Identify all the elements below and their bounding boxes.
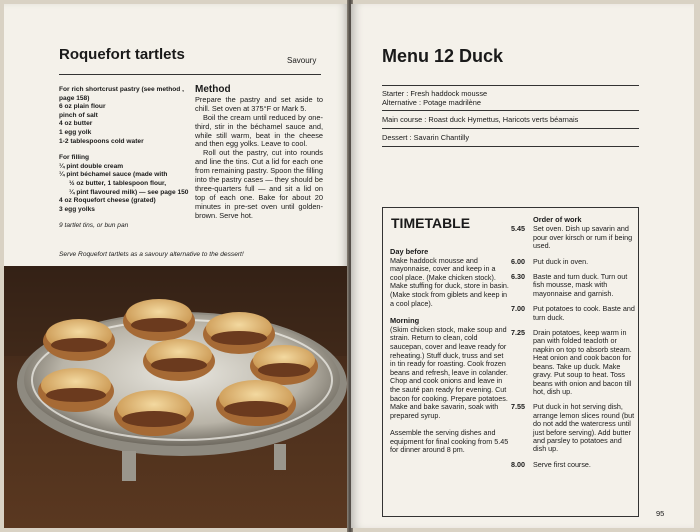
ingredient-item: 3 egg yolks xyxy=(59,205,95,213)
ingredient-item: 4 oz butter xyxy=(59,120,93,128)
title-rule xyxy=(59,74,321,75)
schedule-time: 6.30 xyxy=(511,272,525,282)
schedule-time: 8.00 xyxy=(511,459,525,469)
starter-line: Starter : Fresh haddock mousse xyxy=(382,89,488,98)
schedule-row xyxy=(511,258,635,266)
method-section xyxy=(195,86,323,221)
ingredient-item: 1 egg yolk xyxy=(59,128,92,136)
menu-rule xyxy=(382,110,639,111)
morning-text: (Skim chicken stock, make soup and strain. Return to clean, cold saucepan, cover and leave ready for reheating.) Stuff duck, truss and set in tin ready for roasting. Cook frozen beans and refresh, leave in colander. Chop and cook onions and leave in the sauté pan ready for evening. Cut bacon for cooking. Prepare potatoes. Make and bake savarin, soak with prepared syrup. xyxy=(390,324,508,420)
schedule-row xyxy=(511,273,635,298)
ingredient-subitem: ½ oz butter, 1 tablespoon flour, xyxy=(69,179,167,187)
page-number: 95 xyxy=(656,509,665,518)
schedule-row xyxy=(511,461,635,469)
schedule-task: Put duck in hot serving dish, arrange lemon slices round (but do not add the watercress until just before serving). Add butter and parsley to potatoes and dish up. xyxy=(533,402,635,454)
ingredient-item: 4 oz Roquefort cheese (grated) xyxy=(59,197,156,205)
order-of-work xyxy=(511,216,635,476)
schedule-row xyxy=(511,329,635,396)
schedule-task: Drain potatoes, keep warm in pan with folded teacloth or napkin on top to absorb steam. Heat onion and cook bacon for beans. Take up duck. Make gravy. Put soup to heat. Toss beans with onion and bacon till hot, dish up. xyxy=(533,328,632,396)
ingredient-item: pinch of salt xyxy=(59,111,98,119)
ingredient-item: 6 oz plain flour xyxy=(59,103,106,111)
alternative-line: Alternative : Potage madrilène xyxy=(382,98,482,107)
right-page xyxy=(351,4,694,528)
schedule-task: Set oven. Dish up savarin and pour over kirsch or rum if being used. xyxy=(533,224,633,251)
schedule-task: Put potatoes to cook. Baste and turn duck. xyxy=(533,304,635,322)
schedule-task: Serve first course. xyxy=(533,459,591,469)
method-heading: Method xyxy=(195,84,231,95)
schedule-time: 7.25 xyxy=(511,328,525,338)
schedule-time: 5.45 xyxy=(511,224,525,234)
recipe-title: Roquefort tartlets xyxy=(59,46,185,63)
ingredient-item: 1-2 tablespoons cold water xyxy=(59,137,144,145)
dessert-line: Dessert : Savarin Chantilly xyxy=(382,133,470,142)
main-course-line: Main course : Roast duck Hymettus, Haricots verts béarnais xyxy=(382,115,579,124)
method-paragraph: Boil the cream until reduced by one-third, stir in the béchamel sauce and, while still warm, beat in the cheese and then egg yolks. Leave to cool. xyxy=(195,112,323,149)
tartlets-illustration xyxy=(4,266,349,528)
serving-note: Serve Roquefort tartlets as a savoury alternative to the dessert! xyxy=(59,251,244,258)
schedule-row xyxy=(511,305,635,322)
timetable-box xyxy=(382,207,639,517)
day-before-text: Make haddock mousse and mayonnaise, cover and keep in a cool place. (Make chicken stock). Make stuffing for duck, store in basin. (Make stock from giblets and keep in a cool place). xyxy=(390,255,509,308)
morning-heading: Morning xyxy=(390,316,420,326)
ingredients-list xyxy=(59,86,189,231)
timetable-preparation xyxy=(390,248,510,464)
timetable-title: TIMETABLE xyxy=(391,215,471,231)
order-heading: Order of work xyxy=(533,215,582,224)
pastry-heading: For rich shortcrust pastry (see method , page 158) xyxy=(59,86,184,102)
menu-rule xyxy=(382,146,639,147)
menu-title: Menu 12 Duck xyxy=(382,46,504,66)
schedule-time: 7.55 xyxy=(511,402,525,412)
menu-rule xyxy=(382,128,639,129)
method-paragraph: Roll out the pastry, cut into rounds and line the tins. Cut a lid for each one from remaining pastry. Spoon the filling into the pastry cases — they should be three-quarters full — and sit a lid on top of each one. Bake for about 20 minutes in pre-set oven until golden-brown. Serve hot. xyxy=(195,148,323,220)
tartlets-photo xyxy=(4,266,349,528)
menu-rule xyxy=(382,85,639,86)
day-before-heading: Day before xyxy=(390,247,429,256)
left-page xyxy=(4,4,349,528)
ingredient-subitem: ¼ pint flavoured milk) — see page 150 xyxy=(69,188,189,196)
schedule-row xyxy=(511,403,635,453)
recipe-category: Savoury xyxy=(287,56,317,65)
assemble-text: Assemble the serving dishes and equipment for final cooking from 5.45 for dinner around 8 pm. xyxy=(390,428,509,455)
schedule-task: Baste and turn duck. Turn out fish mousse, mask with mayonnaise and garnish. xyxy=(533,272,628,298)
equipment-note: 9 tartlet tins, or bun pan xyxy=(59,222,129,230)
schedule-time: 7.00 xyxy=(511,304,525,314)
schedule-time: 6.00 xyxy=(511,256,525,266)
schedule-task: Put duck in oven. xyxy=(533,256,589,266)
method-paragraph: Prepare the pastry and set aside to chill. Set oven at 375°F or Mark 5. xyxy=(195,94,323,113)
ingredient-item: ¼ pint béchamel sauce (made with xyxy=(59,171,168,179)
ingredient-item: ¼ pint double cream xyxy=(59,162,124,170)
schedule-row xyxy=(511,225,635,250)
filling-heading: For filling xyxy=(59,154,90,162)
